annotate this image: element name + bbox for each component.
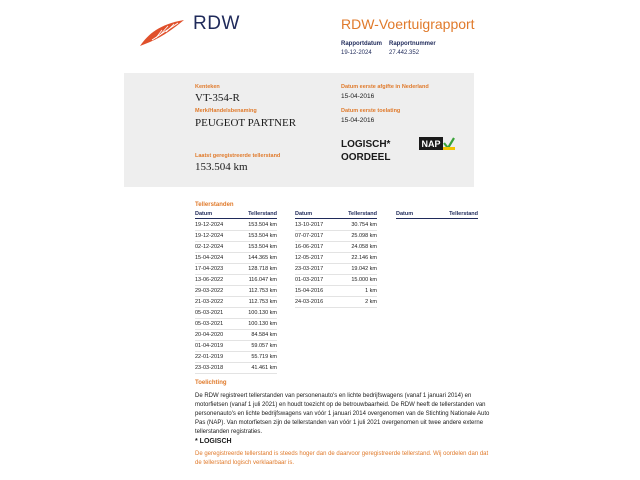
odometer-header <box>396 211 478 219</box>
odometer-date: 13-10-2017 <box>295 222 324 228</box>
odometer-reading: 55.719 km <box>251 354 277 360</box>
first-admission-label: Datum eerste toelating <box>341 108 401 114</box>
make-value: PEUGEOT PARTNER <box>195 117 297 129</box>
nap-text: NAP <box>421 139 441 149</box>
odometer-row <box>195 352 277 363</box>
odometer-date: 15-04-2016 <box>295 288 324 294</box>
last-reading-label: Laatst geregistreerde tellerstand <box>195 153 281 159</box>
odometer-row <box>195 308 277 319</box>
odometer-row <box>195 242 277 253</box>
col-date-header: Datum <box>195 211 213 217</box>
odometer-column-3 <box>396 211 478 220</box>
odometer-row <box>195 363 277 374</box>
odometer-row <box>295 220 377 231</box>
logo-text: RDW <box>193 13 240 34</box>
report-title: RDW-Voertuigrapport <box>341 16 475 32</box>
odometer-date: 24-03-2016 <box>295 299 324 305</box>
first-nl-label: Datum eerste afgifte in Nederland <box>341 84 429 90</box>
odometer-reading: 30.754 km <box>351 222 377 228</box>
odometer-section-title: Tellerstanden <box>195 202 234 208</box>
report-number: 27.442.352 <box>389 50 420 56</box>
odometer-reading: 100.130 km <box>248 310 277 316</box>
odometer-row <box>195 330 277 341</box>
odometer-row <box>195 341 277 352</box>
report-date: 19-12-2024 <box>341 50 372 56</box>
odometer-row <box>295 297 377 308</box>
odometer-date: 15-04-2024 <box>195 255 224 261</box>
odometer-row <box>195 286 277 297</box>
report-number-label: Rapportnummer <box>389 41 436 47</box>
odometer-row <box>195 275 277 286</box>
odometer-reading: 2 km <box>365 299 377 305</box>
odometer-reading: 153.504 km <box>248 222 277 228</box>
odometer-date: 01-03-2017 <box>295 277 324 283</box>
odometer-row <box>295 253 377 264</box>
first-nl-value: 15-04-2016 <box>341 93 375 100</box>
odometer-header <box>195 211 277 219</box>
odometer-date: 23-03-2018 <box>195 365 224 371</box>
odometer-row <box>195 319 277 330</box>
verdict <box>341 138 390 164</box>
odometer-date: 19-12-2024 <box>195 233 224 239</box>
odometer-row <box>195 220 277 231</box>
odometer-date: 20-04-2020 <box>195 332 224 338</box>
odometer-date: 07-07-2017 <box>295 233 324 239</box>
odometer-date: 21-03-2022 <box>195 299 224 305</box>
verdict-line2: OORDEEL <box>341 152 391 163</box>
odometer-date: 16-06-2017 <box>295 244 324 250</box>
col-reading-header: Tellerstand <box>248 211 277 217</box>
odometer-row <box>295 264 377 275</box>
col-date-header: Datum <box>295 211 313 217</box>
odometer-date: 29-03-2022 <box>195 288 224 294</box>
odometer-date: 01-04-2019 <box>195 343 224 349</box>
last-reading-value: 153.504 km <box>195 161 248 173</box>
odometer-column-2 <box>295 211 377 308</box>
logisch-explanation: De geregistreerde tellerstand is steeds hoger dan de daarvoor geregistreerde tellerstand. Wij oordelen dan dat de tellerstand logisch verklaarbaar is. <box>195 451 489 466</box>
odometer-reading: 112.753 km <box>248 299 277 305</box>
col-reading-header: Tellerstand <box>348 211 377 217</box>
nap-check-icon <box>419 137 455 150</box>
odometer-row <box>295 242 377 253</box>
explanation-text: De RDW registreert tellerstanden van personenauto's en lichte bedrijfswagens (vanaf 1 januari 2014) en motorfietsen (vanaf 1 juli 2021) en houdt toezicht op de betrouwbaarheid. De RDW heeft de tellerstanden van personenauto's en lichte bedrijfswagens van vóór 1 januari 2014 overgenomen van de Stichting Nationale Auto Pas (NAP). Van motorfietsen zijn de tellerstanden van vóór 1 juli 2021 overgenomen uit twee andere externe tellerstanden registraties. <box>195 393 490 435</box>
first-admission-value: 15-04-2016 <box>341 117 375 124</box>
odometer-reading: 84.584 km <box>251 332 277 338</box>
odometer-row <box>195 253 277 264</box>
plate-value: VT-354-R <box>195 92 240 104</box>
odometer-reading: 59.057 km <box>251 343 277 349</box>
vehicle-panel <box>124 73 474 187</box>
odometer-reading: 22.146 km <box>351 255 377 261</box>
odometer-reading: 144.365 km <box>248 255 277 261</box>
odometer-reading: 1 km <box>365 288 377 294</box>
odometer-row <box>295 275 377 286</box>
odometer-reading: 19.042 km <box>351 266 377 272</box>
odometer-reading: 112.753 km <box>248 288 277 294</box>
explanation-title: Toelichting <box>195 380 227 386</box>
odometer-reading: 128.718 km <box>248 266 277 272</box>
report-date-label: Rapportdatum <box>341 41 382 47</box>
odometer-date: 17-04-2023 <box>195 266 224 272</box>
odometer-reading: 25.098 km <box>351 233 377 239</box>
odometer-column-1 <box>195 211 277 374</box>
make-label: Merk/Handelsbenaming <box>195 108 257 114</box>
plate-label: Kenteken <box>195 84 220 90</box>
odometer-row <box>195 231 277 242</box>
col-date-header: Datum <box>396 211 414 217</box>
odometer-row <box>195 297 277 308</box>
odometer-row <box>295 286 377 297</box>
odometer-date: 23-03-2017 <box>295 266 324 272</box>
odometer-reading: 24.058 km <box>351 244 377 250</box>
odometer-date: 19-12-2024 <box>195 222 224 228</box>
odometer-row <box>295 231 377 242</box>
odometer-date: 02-12-2024 <box>195 244 224 250</box>
odometer-date: 12-05-2017 <box>295 255 324 261</box>
odometer-date: 05-03-2021 <box>195 310 224 316</box>
odometer-reading: 15.000 km <box>351 277 377 283</box>
verdict-line1: LOGISCH* <box>341 139 391 150</box>
odometer-reading: 116.047 km <box>248 277 277 283</box>
col-reading-header: Tellerstand <box>449 211 478 217</box>
odometer-reading: 100.130 km <box>248 321 277 327</box>
odometer-date: 22-01-2019 <box>195 354 224 360</box>
odometer-date: 05-03-2021 <box>195 321 224 327</box>
odometer-row <box>195 264 277 275</box>
odometer-reading: 41.461 km <box>251 365 277 371</box>
logisch-heading: * LOGISCH <box>195 438 232 445</box>
odometer-date: 13-06-2022 <box>195 277 224 283</box>
rdw-logo-icon <box>138 16 188 48</box>
odometer-reading: 153.504 km <box>248 233 277 239</box>
odometer-reading: 153.504 km <box>248 244 277 250</box>
odometer-header <box>295 211 377 219</box>
